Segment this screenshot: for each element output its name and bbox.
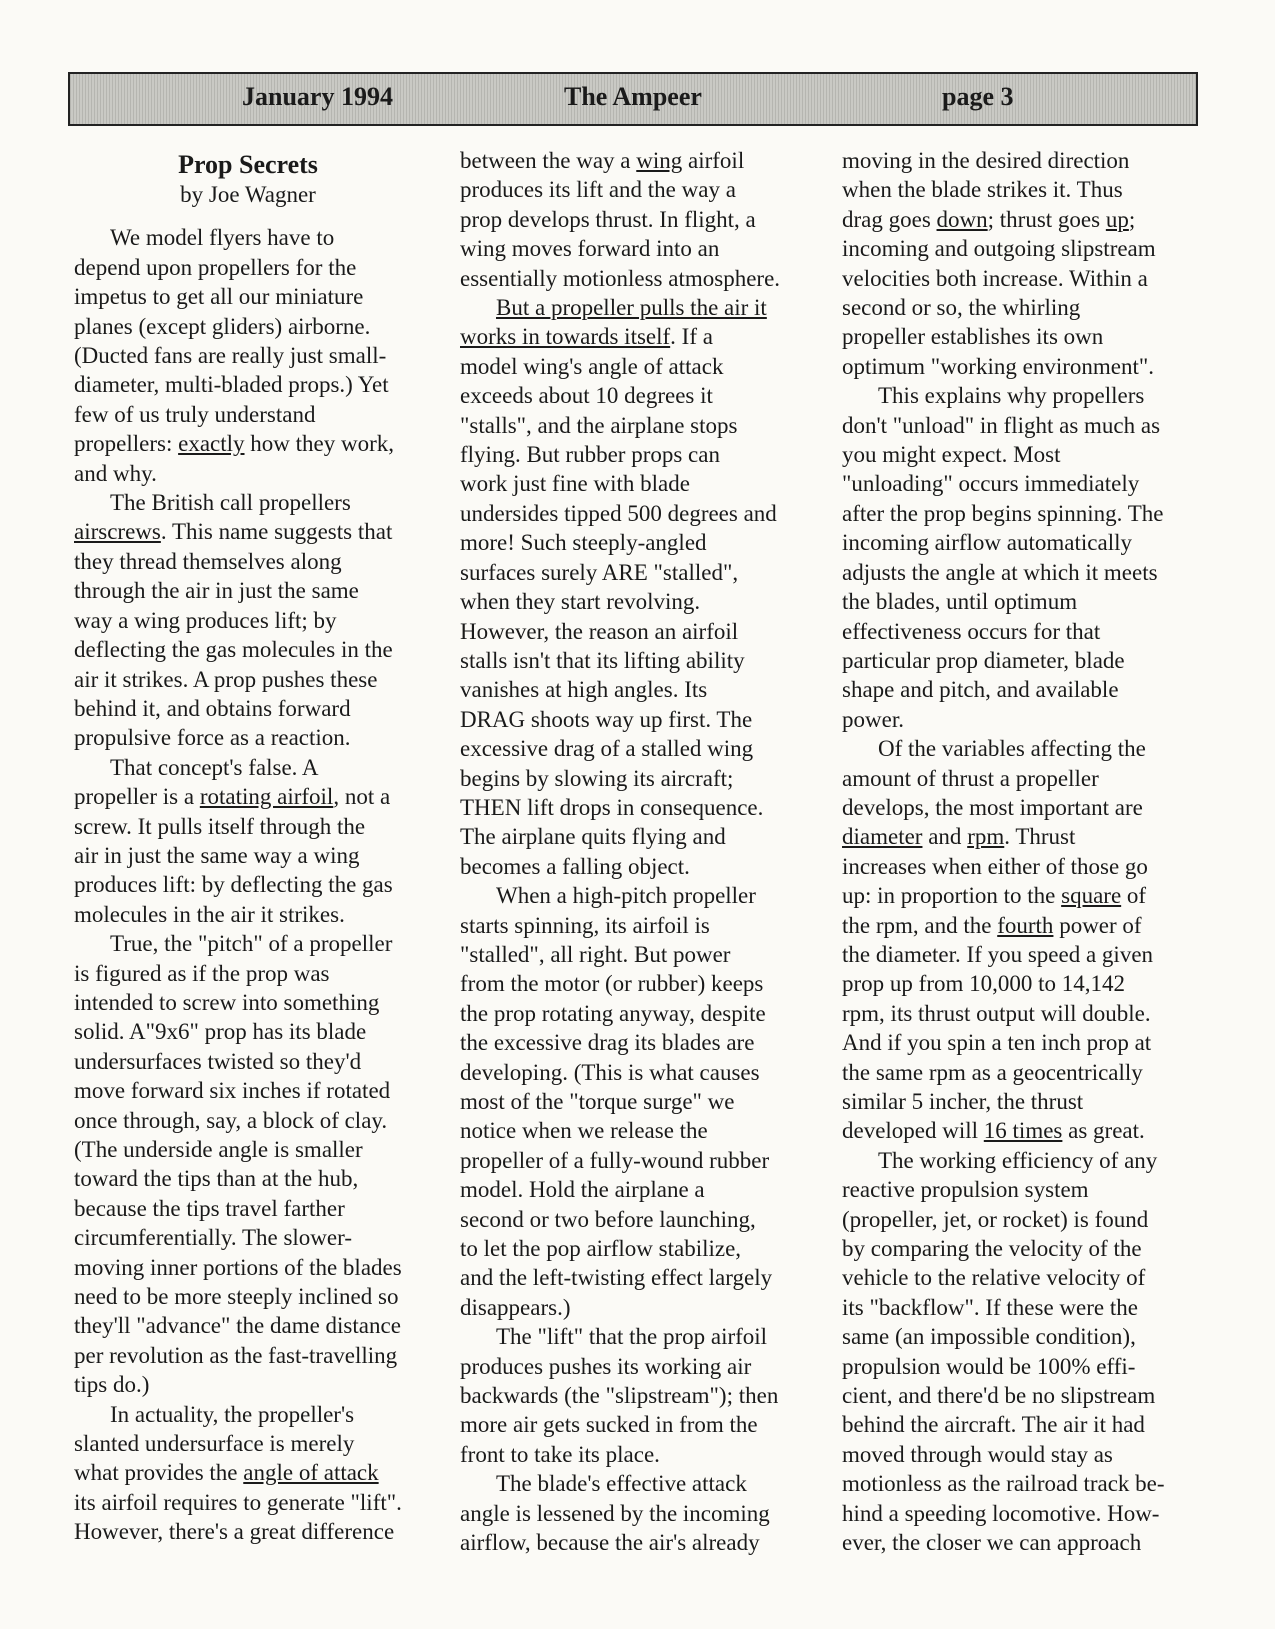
text-line: deflecting the gas molecules in the <box>74 637 393 663</box>
text-line: circumferentially. The slower- <box>74 1225 352 1251</box>
text-line: essentially motionless atmosphere. <box>460 265 781 291</box>
text-line: from the motor (or rubber) keeps <box>460 971 764 997</box>
text-line: they thread themselves along <box>74 548 342 574</box>
text-line: (Ducted fans are really just small- <box>74 343 387 369</box>
text-line: The British call propellers <box>110 490 351 516</box>
text-line: hind a speeding locomotive. How- <box>842 1500 1160 1526</box>
text-line: planes (except gliders) airborne. <box>74 313 371 339</box>
article-title: Prop Secrets <box>178 150 318 179</box>
text-line: propellers: exactly how they work, <box>74 431 394 457</box>
text-line: don't "unload" in flight as much as <box>842 412 1161 438</box>
text-line: behind the aircraft. The air it had <box>842 1412 1145 1438</box>
text-line: wing moves forward into an <box>460 236 720 262</box>
text-line: disappears.) <box>460 1294 571 1320</box>
text-line: few of us truly understand <box>74 401 316 427</box>
text-line: airscrews. This name suggests that <box>74 519 393 545</box>
text-line: reactive propulsion system <box>842 1177 1089 1203</box>
text-line: undersurfaces twisted so they'd <box>74 1048 362 1074</box>
text-line: similar 5 incher, the thrust <box>842 1089 1084 1114</box>
text-line: angle is lessened by the incoming <box>460 1500 770 1526</box>
text-line: depend upon propellers for the <box>74 254 357 280</box>
text-line: vehicle to the relative velocity of <box>842 1265 1146 1291</box>
text-line: adjusts the angle at which it meets <box>842 559 1158 585</box>
text-line: begins by slowing its aircraft; <box>460 765 734 791</box>
text-line: Of the variables affecting the <box>878 736 1146 762</box>
text-line: air it strikes. A prop pushes these <box>74 666 378 692</box>
text-line: The airplane quits flying and <box>460 824 726 850</box>
text-line: diameter and rpm. Thrust <box>842 824 1076 850</box>
text-line: moved through would stay as <box>842 1441 1113 1467</box>
text-line: molecules in the air it strikes. <box>74 901 345 927</box>
text-line: flying. But rubber props can <box>460 442 720 468</box>
text-line: because the tips travel farther <box>74 1195 345 1221</box>
text-line: prop up from 10,000 to 14,142 <box>842 971 1126 997</box>
text-line: optimum "working environment". <box>842 353 1154 379</box>
text-line: produces its lift and the way a <box>460 177 736 203</box>
text-line: the prop rotating anyway, despite <box>460 1000 766 1026</box>
text-line: prop develops thrust. In flight, a <box>460 206 756 232</box>
text-line: cient, and there'd be no slipstream <box>842 1383 1156 1409</box>
text-line: motionless as the railroad track be- <box>842 1471 1165 1497</box>
text-line: exceeds about 10 degrees it <box>460 383 713 409</box>
text-line: solid. A"9x6" prop has its blade <box>74 1019 367 1045</box>
text-line: the excessive drag its blades are <box>460 1030 755 1056</box>
text-line: backwards (the "slipstream"); then <box>460 1383 779 1409</box>
text-line: by comparing the velocity of the <box>842 1236 1142 1262</box>
text-line: more air gets sucked in from the <box>460 1412 758 1438</box>
text-line: propeller establishes its own <box>842 324 1104 350</box>
text-line: more! Such steeply-angled <box>460 530 707 556</box>
issue-date: January 1994 <box>242 82 393 111</box>
text-line: moving inner portions of the blades <box>74 1254 402 1280</box>
text-line: the rpm, and the fourth power of <box>842 912 1142 938</box>
text-line: tips do.) <box>74 1372 150 1398</box>
text-line: developing. (This is what causes <box>460 1059 760 1085</box>
text-line: effectiveness occurs for that <box>842 618 1101 644</box>
text-line: incoming and outgoing slipstream <box>842 236 1156 262</box>
text-line: moving in the desired direction <box>842 148 1130 173</box>
text-line: to let the pop airflow stabilize, <box>460 1236 742 1262</box>
text-line: through the air in just the same <box>74 578 359 604</box>
text-line: (The underside angle is smaller <box>74 1137 363 1162</box>
page-number: page 3 <box>942 82 1014 111</box>
text-line: That concept's false. A <box>110 754 319 780</box>
text-line: same (an impossible condition), <box>842 1324 1136 1350</box>
text-line: the diameter. If you speed a given <box>842 941 1154 967</box>
text-line: rpm, its thrust output will double. <box>842 1000 1151 1026</box>
text-line: The blade's effective attack <box>496 1471 747 1497</box>
text-line: "stalls", and the airplane stops <box>460 412 738 438</box>
column-2 <box>460 146 820 1558</box>
text-line: However, the reason an airfoil <box>460 618 739 644</box>
text-line: way a wing produces lift; by <box>74 607 337 633</box>
text-line: when they start revolving. <box>460 589 701 615</box>
text-line: In actuality, the propeller's <box>110 1401 355 1427</box>
text-line: produces lift: by deflecting the gas <box>74 872 393 898</box>
text-line: increases when either of those go <box>842 853 1148 879</box>
text-line: "unloading" occurs immediately <box>842 471 1140 497</box>
column-1-body <box>74 223 434 1546</box>
text-line: toward the tips than at the hub, <box>74 1166 359 1192</box>
text-line: DRAG shoots way up first. The <box>460 706 753 732</box>
text-line: you might expect. Most <box>842 442 1061 468</box>
text-line: work just fine with blade <box>460 471 690 497</box>
column-3 <box>842 146 1202 1558</box>
text-line: propulsion would be 100% effi- <box>842 1353 1136 1379</box>
text-line: power. <box>842 706 904 732</box>
text-line: develops, the most important are <box>842 794 1143 820</box>
text-line: incoming airflow automatically <box>842 530 1132 556</box>
text-line: velocities both increase. Within a <box>842 265 1148 291</box>
text-line: True, the "pitch" of a propeller <box>110 931 393 957</box>
text-line: second or so, the whirling <box>842 295 1081 321</box>
text-line: starts spinning, its airfoil is <box>460 912 710 938</box>
text-line: its "backflow". If these were the <box>842 1294 1138 1320</box>
text-line: THEN lift drops in consequence. <box>460 794 764 820</box>
text-line: after the prop begins spinning. The <box>842 500 1164 526</box>
text-line: front to take its place. <box>460 1441 660 1467</box>
text-line: diameter, multi-bladed props.) Yet <box>74 372 389 398</box>
newsletter-header <box>68 72 1198 126</box>
text-line: When a high-pitch propeller <box>496 883 756 909</box>
text-line: the same rpm as a geocentrically <box>842 1059 1143 1085</box>
text-line: However, there's a great difference <box>74 1519 395 1545</box>
text-line: when the blade strikes it. Thus <box>842 177 1123 203</box>
text-line: We model flyers have to <box>110 225 335 251</box>
text-line: surfaces surely ARE "stalled", <box>460 559 739 585</box>
text-line: behind it, and obtains forward <box>74 695 351 721</box>
text-line: works in towards itself. If a <box>460 324 713 350</box>
text-line: propeller of a fully-wound rubber <box>460 1147 770 1173</box>
text-line: ever, the closer we can approach <box>842 1530 1142 1556</box>
text-line: The "lift" that the prop airfoil <box>496 1324 768 1350</box>
text-line: between the way a wing airfoil <box>460 148 745 173</box>
column-1 <box>74 148 434 1547</box>
text-line: and the left-twisting effect largely <box>460 1265 773 1291</box>
text-line: propeller is a rotating airfoil, not a <box>74 784 391 810</box>
text-line: need to be more steeply inclined so <box>74 1284 399 1310</box>
text-line: what provides the angle of attack <box>74 1460 379 1486</box>
text-line: developed will 16 times as great. <box>842 1118 1145 1144</box>
text-line: And if you spin a ten inch prop at <box>842 1030 1152 1056</box>
text-line: model. Hold the airplane a <box>460 1177 705 1203</box>
text-line: (propeller, jet, or rocket) is found <box>842 1206 1149 1232</box>
text-line: drag goes down; thrust goes up; <box>842 206 1136 232</box>
text-line: "stalled", all right. But power <box>460 941 731 967</box>
text-line: vanishes at high angles. Its <box>460 677 708 703</box>
text-line: This explains why propellers <box>878 383 1145 409</box>
text-line: air in just the same way a wing <box>74 842 360 868</box>
text-line: propulsive force as a reaction. <box>74 725 351 751</box>
text-line: airflow, because the air's already <box>460 1530 760 1556</box>
text-line: shape and pitch, and available <box>842 677 1119 703</box>
newsletter-title: The Ampeer <box>564 82 702 111</box>
column-2-body <box>460 146 820 1558</box>
text-line: model wing's angle of attack <box>460 353 724 379</box>
text-line: becomes a falling object. <box>460 853 690 879</box>
text-line: amount of thrust a propeller <box>842 765 1099 791</box>
text-line: the blades, until optimum <box>842 589 1078 615</box>
text-line: The working efficiency of any <box>878 1147 1158 1173</box>
text-line: slanted undersurface is merely <box>74 1431 355 1457</box>
text-line: move forward six inches if rotated <box>74 1078 391 1104</box>
text-line: undersides tipped 500 degrees and <box>460 500 777 526</box>
text-line: most of the "torque surge" we <box>460 1089 735 1114</box>
text-line: they'll "advance" the dame distance <box>74 1313 401 1339</box>
text-line: impetus to get all our miniature <box>74 284 364 310</box>
text-line: once through, say, a block of clay. <box>74 1107 388 1133</box>
text-line: and why. <box>74 460 157 486</box>
text-line: screw. It pulls itself through the <box>74 813 366 839</box>
column-3-body <box>842 146 1202 1558</box>
text-line: per revolution as the fast-travelling <box>74 1342 398 1368</box>
text-line: stalls isn't that its lifting ability <box>460 647 745 673</box>
text-line: intended to screw into something <box>74 989 380 1015</box>
article-byline: by Joe Wagner <box>180 182 316 207</box>
text-line: produces pushes its working air <box>460 1353 752 1379</box>
text-line: excessive drag of a stalled wing <box>460 736 754 762</box>
text-line: But a propeller pulls the air it <box>496 295 767 321</box>
text-line: particular prop diameter, blade <box>842 647 1125 673</box>
text-line: up: in proportion to the square of <box>842 883 1147 909</box>
text-line: its airfoil requires to generate "lift". <box>74 1489 402 1515</box>
text-line: is figured as if the prop was <box>74 960 330 986</box>
text-line: second or two before launching, <box>460 1206 756 1232</box>
text-line: notice when we release the <box>460 1118 708 1144</box>
